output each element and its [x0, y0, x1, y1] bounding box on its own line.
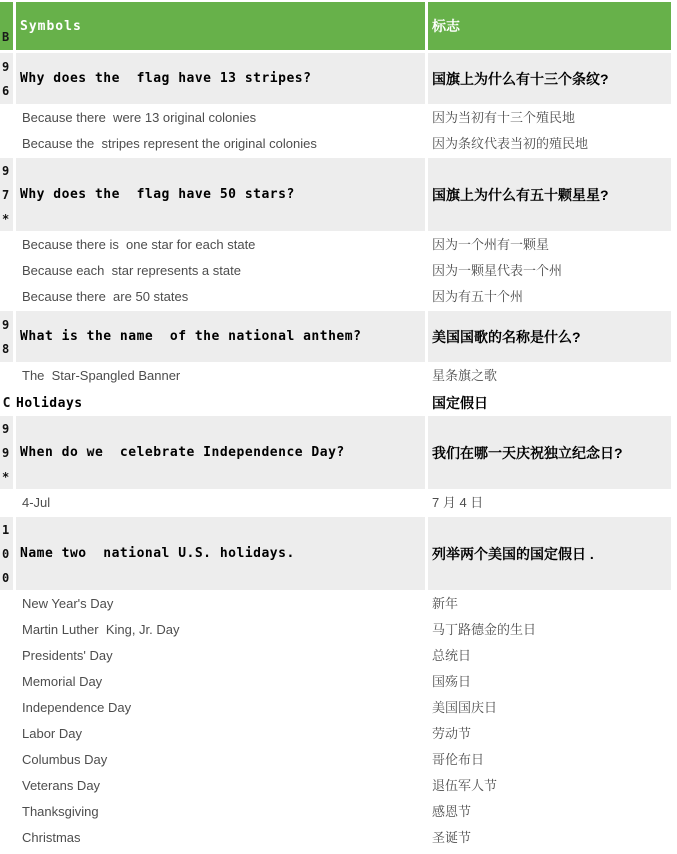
answer-zh: 圣诞节 — [432, 830, 472, 845]
answer-zh: 退伍军人节 — [432, 778, 498, 793]
chinese-cell — [428, 362, 671, 390]
row-number: C — [2, 395, 11, 411]
english-cell: Why does the flag have 50 stars? — [16, 158, 425, 231]
row-number — [0, 590, 13, 852]
answer-en: Because there were 13 original colonies — [22, 110, 257, 125]
answer-en: New Year's Day — [22, 596, 114, 611]
answer-en: Columbus Day — [22, 752, 108, 767]
row-number: B — [0, 2, 13, 50]
answer-en: Memorial Day — [22, 674, 103, 689]
header-row — [0, 2, 671, 50]
english-cell: Holidays — [16, 395, 83, 411]
row-number: 100 — [0, 517, 13, 590]
answer-zh: 因为一颗星代表一个州 — [432, 263, 563, 278]
answer-zh: 劳动节 — [432, 726, 472, 741]
answer-en: Labor Day — [22, 726, 82, 741]
question-row — [0, 53, 671, 104]
row-number: 99* — [0, 416, 13, 489]
english-cell — [16, 104, 425, 158]
row-number — [0, 489, 13, 517]
answer-zh: 因为当初有十三个殖民地 — [432, 110, 576, 125]
english-cell — [16, 590, 425, 852]
answer-en: The Star-Spangled Banner — [22, 368, 181, 383]
chinese-cell — [428, 104, 671, 158]
answer-en: Thanksgiving — [22, 804, 99, 819]
chinese-cell — [428, 590, 671, 852]
english-cell: When do we celebrate Independence Day? — [16, 416, 425, 489]
answer-zh: 哥伦布日 — [432, 752, 485, 767]
answer-zh: 美国国庆日 — [432, 700, 498, 715]
english-cell: What is the name of the national anthem? — [16, 311, 425, 362]
section-row — [0, 390, 671, 416]
chinese-cell: 国定假日 — [432, 395, 488, 411]
english-cell — [16, 231, 425, 311]
answer-en: 4-Jul — [22, 495, 51, 510]
chinese-cell: 我们在哪一天庆祝独立纪念日? — [428, 416, 671, 489]
answer-zh: 因为有五十个州 — [432, 289, 524, 304]
chinese-cell: 标志 — [428, 2, 671, 50]
english-cell: Why does the flag have 13 stripes? — [16, 53, 425, 104]
chinese-cell — [428, 231, 671, 311]
answer-en: Presidents' Day — [22, 648, 113, 663]
answers-row — [0, 362, 671, 390]
answer-en: Veterans Day — [22, 778, 101, 793]
answers-row — [0, 590, 671, 852]
answer-zh: 新年 — [432, 596, 459, 611]
row-number — [0, 231, 13, 311]
chinese-cell: 美国国歌的名称是什么? — [428, 311, 671, 362]
row-number — [0, 362, 13, 390]
english-cell: Name two national U.S. holidays. — [16, 517, 425, 590]
answers-row — [0, 231, 671, 311]
english-cell — [16, 489, 425, 517]
chinese-cell: 国旗上为什么有五十颗星星? — [428, 158, 671, 231]
english-cell: Symbols — [16, 2, 425, 50]
question-row — [0, 311, 671, 362]
answer-en: Because there are 50 states — [22, 289, 189, 304]
answer-en: Because there is one star for each state — [22, 237, 256, 252]
answer-en: Independence Day — [22, 700, 132, 715]
row-number: 96 — [0, 53, 13, 104]
answer-en: Because each star represents a state — [22, 263, 241, 278]
bilingual-table — [0, 2, 671, 852]
answers-row — [0, 104, 671, 158]
answer-zh: 因为一个州有一颗星 — [432, 237, 550, 252]
english-cell — [16, 362, 425, 390]
answer-zh: 总统日 — [432, 648, 472, 663]
answers-row — [0, 489, 671, 517]
answer-zh: 感恩节 — [432, 804, 472, 819]
chinese-cell: 列举两个美国的国定假日 . — [428, 517, 671, 590]
answer-en: Christmas — [22, 830, 81, 845]
chinese-cell: 国旗上为什么有十三个条纹? — [428, 53, 671, 104]
answer-zh: 马丁路德金的生日 — [432, 622, 537, 637]
question-row — [0, 517, 671, 590]
row-number — [0, 104, 13, 158]
answer-en: Martin Luther King, Jr. Day — [22, 622, 180, 637]
question-row — [0, 158, 671, 231]
chinese-cell — [428, 489, 671, 517]
row-number: 98 — [0, 311, 13, 362]
answer-zh: 星条旗之歌 — [432, 368, 498, 383]
question-row — [0, 416, 671, 489]
answer-zh: 7 月 4 日 — [432, 495, 484, 510]
answer-zh: 国殇日 — [432, 674, 472, 689]
answer-zh: 因为条纹代表当初的殖民地 — [432, 136, 589, 151]
row-number: 97* — [0, 158, 13, 231]
answer-en: Because the stripes represent the original colonies — [22, 136, 317, 151]
